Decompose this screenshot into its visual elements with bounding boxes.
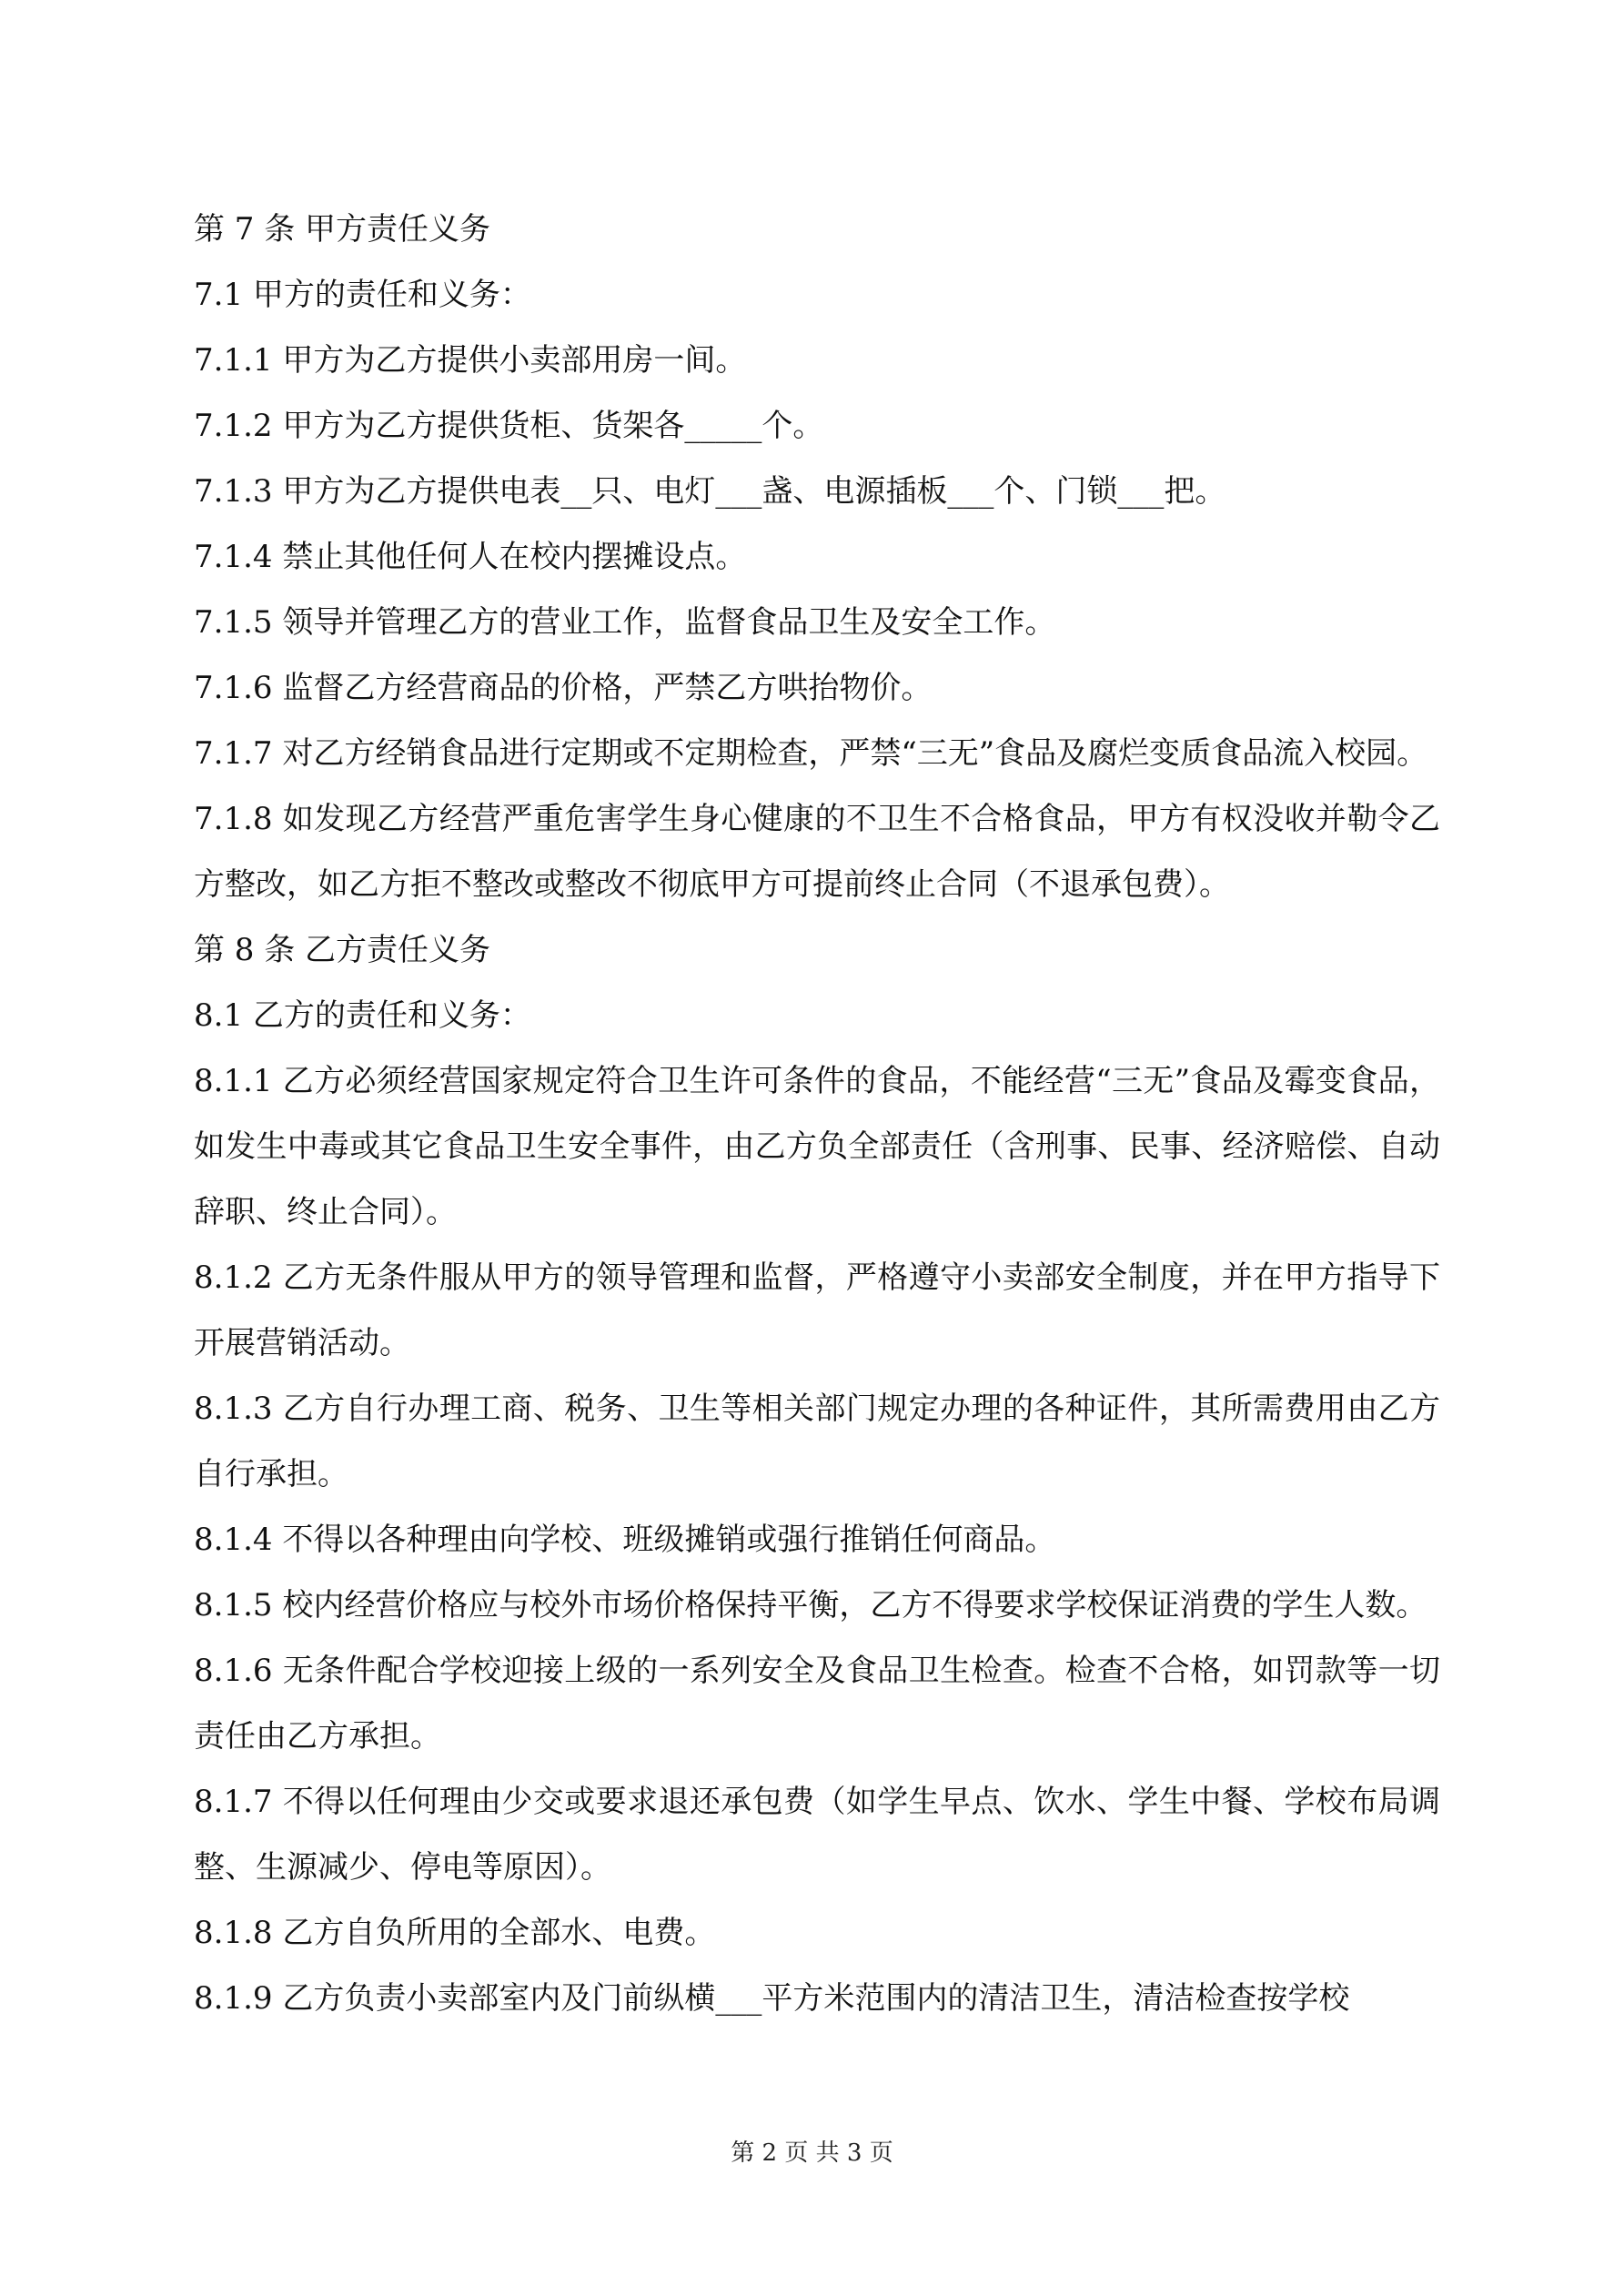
clause-7-1-5: 7.1.5 领导并管理乙方的营业工作，监督食品卫生及安全工作。 (194, 604, 1056, 641)
clause-7-1-2: 7.1.2 甲方为乙方提供货柜、货架各_____个。 (194, 408, 824, 444)
clause-8-1-7: 8.1.7 不得以任何理由少交或要求退还承包费（如学生早点、饮水、学生中餐、学校布局调整、生源减少、停电等原因）。 (194, 1784, 1440, 1886)
clause-8-1-6: 8.1.6 无条件配合学校迎接上级的一系列安全及食品卫生检查。检查不合格，如罚款等一切责任由乙方承担。 (194, 1653, 1440, 1755)
clause-7-1-8: 7.1.8 如发现乙方经营严重危害学生身心健康的不卫生不合格食品，甲方有权没收并勒令乙方整改，如乙方拒不整改或整改不彻底甲方可提前终止合同（不退承包费）。 (194, 801, 1440, 903)
section-heading-7: 第 7 条 甲方责任义务 (194, 211, 491, 248)
clause-8-1-1: 8.1.1 乙方必须经营国家规定符合卫生许可条件的食品，不能经营“三无”食品及霉变食品，如发生中毒或其它食品卫生安全事件，由乙方负全部责任（含刑事、民事、经济赔偿、自动辞职、终止合同）。 (194, 1063, 1440, 1230)
clause-7-1: 7.1 甲方的责任和义务： (194, 277, 531, 313)
clause-8-1-2: 8.1.2 乙方无条件服从甲方的领导管理和监督，严格遵守小卖部安全制度，并在甲方指导下开展营销活动。 (194, 1259, 1440, 1361)
clause-7-1-4: 7.1.4 禁止其他任何人在校内摆摊设点。 (194, 539, 747, 575)
clause-8-1: 8.1 乙方的责任和义务： (194, 997, 531, 1034)
clause-8-1-3: 8.1.3 乙方自行办理工商、税务、卫生等相关部门规定办理的各种证件，其所需费用由乙方自行承担。 (194, 1391, 1440, 1492)
page-number-footer: 第 2 页 共 3 页 (731, 2139, 893, 2167)
section-heading-8: 第 8 条 乙方责任义务 (194, 932, 491, 968)
clause-8-1-9: 8.1.9 乙方负责小卖部室内及门前纵横___平方米范围内的清洁卫生，清洁检查按学校 (194, 1980, 1350, 2017)
clause-8-1-5: 8.1.5 校内经营价格应与校外市场价格保持平衡，乙方不得要求学校保证消费的学生人数。 (194, 1587, 1427, 1623)
clause-7-1-1: 7.1.1 甲方为乙方提供小卖部用房一间。 (194, 342, 747, 379)
clause-8-1-8: 8.1.8 乙方自负所用的全部水、电费。 (194, 1915, 716, 1951)
clause-7-1-3: 7.1.3 甲方为乙方提供电表__只、电灯___盏、电源插板___个、门锁___把。 (194, 473, 1226, 510)
clause-7-1-6: 7.1.6 监督乙方经营商品的价格，严禁乙方哄抬物价。 (194, 670, 933, 706)
clause-7-1-7: 7.1.7 对乙方经销食品进行定期或不定期检查，严禁“三无”食品及腐烂变质食品流入校园。 (194, 735, 1428, 772)
clause-8-1-4: 8.1.4 不得以各种理由向学校、班级摊销或强行推销任何商品。 (194, 1522, 1056, 1558)
document-body (194, 197, 1440, 2031)
